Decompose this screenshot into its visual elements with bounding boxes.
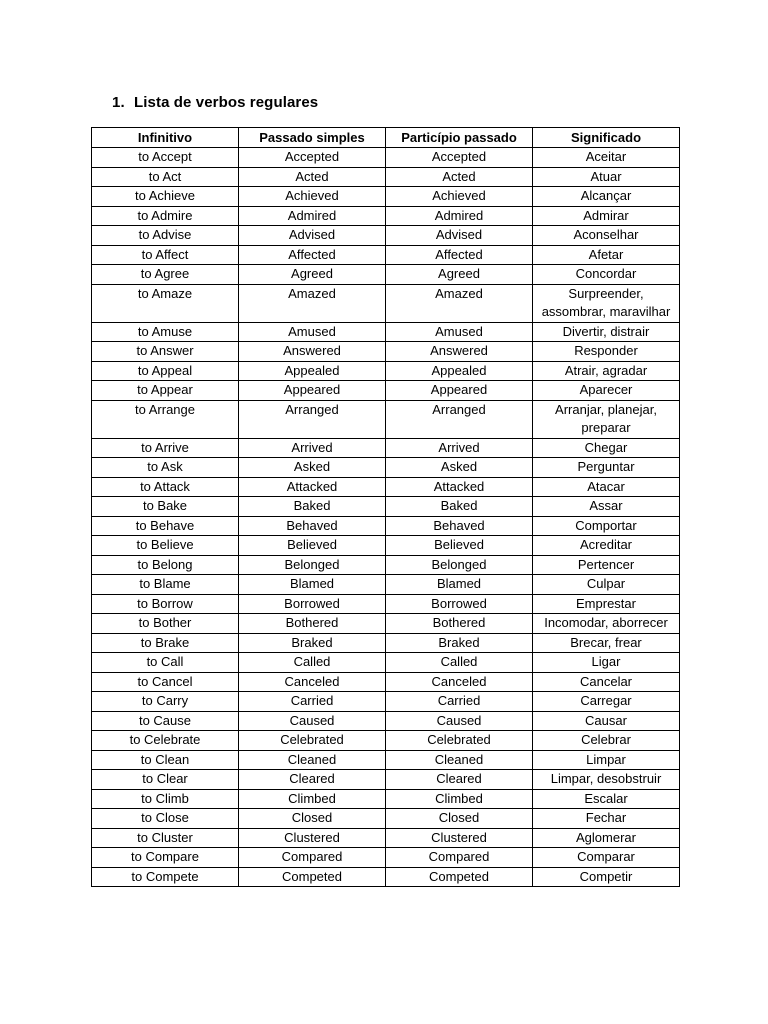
cell-passado-simples: Appeared [239, 381, 386, 401]
table-row [92, 555, 680, 575]
cell-significado: Brecar, frear [533, 633, 680, 653]
cell-significado: Surpreender, assombrar, maravilhar [533, 284, 680, 322]
cell-infinitivo: to Arrive [92, 438, 239, 458]
cell-passado-simples: Called [239, 653, 386, 673]
cell-infinitivo: to Arrange [92, 400, 239, 438]
cell-infinitivo: to Bake [92, 497, 239, 517]
cell-participio-passado: Cleared [386, 770, 533, 790]
cell-infinitivo: to Ask [92, 458, 239, 478]
cell-infinitivo: to Advise [92, 226, 239, 246]
cell-infinitivo: to Brake [92, 633, 239, 653]
table-row [92, 187, 680, 207]
verbs-table [91, 127, 680, 887]
cell-participio-passado: Arrived [386, 438, 533, 458]
cell-participio-passado: Appeared [386, 381, 533, 401]
cell-infinitivo: to Attack [92, 477, 239, 497]
cell-passado-simples: Competed [239, 867, 386, 887]
cell-passado-simples: Accepted [239, 148, 386, 168]
cell-infinitivo: to Climb [92, 789, 239, 809]
table-row [92, 265, 680, 285]
cell-infinitivo: to Affect [92, 245, 239, 265]
table-row [92, 477, 680, 497]
cell-significado: Cancelar [533, 672, 680, 692]
cell-significado: Admirar [533, 206, 680, 226]
cell-participio-passado: Cleaned [386, 750, 533, 770]
cell-participio-passado: Admired [386, 206, 533, 226]
cell-significado: Responder [533, 342, 680, 362]
cell-participio-passado: Affected [386, 245, 533, 265]
table-row [92, 284, 680, 322]
cell-passado-simples: Canceled [239, 672, 386, 692]
cell-passado-simples: Advised [239, 226, 386, 246]
cell-passado-simples: Braked [239, 633, 386, 653]
cell-participio-passado: Arranged [386, 400, 533, 438]
cell-passado-simples: Appealed [239, 361, 386, 381]
cell-infinitivo: to Appeal [92, 361, 239, 381]
table-row [92, 633, 680, 653]
cell-participio-passado: Belonged [386, 555, 533, 575]
cell-participio-passado: Amazed [386, 284, 533, 322]
cell-infinitivo: to Call [92, 653, 239, 673]
cell-passado-simples: Acted [239, 167, 386, 187]
section-number: 1. [112, 94, 125, 111]
cell-passado-simples: Blamed [239, 575, 386, 595]
cell-infinitivo: to Clear [92, 770, 239, 790]
cell-infinitivo: to Believe [92, 536, 239, 556]
table-row [92, 789, 680, 809]
cell-passado-simples: Arranged [239, 400, 386, 438]
cell-passado-simples: Achieved [239, 187, 386, 207]
table-body [92, 148, 680, 887]
cell-participio-passado: Closed [386, 809, 533, 829]
table-row [92, 692, 680, 712]
cell-participio-passado: Baked [386, 497, 533, 517]
table-row [92, 575, 680, 595]
cell-infinitivo: to Cluster [92, 828, 239, 848]
cell-significado: Aceitar [533, 148, 680, 168]
table-row [92, 148, 680, 168]
cell-infinitivo: to Blame [92, 575, 239, 595]
cell-infinitivo: to Amaze [92, 284, 239, 322]
header-infinitivo: Infinitivo [92, 128, 239, 148]
cell-infinitivo: to Bother [92, 614, 239, 634]
cell-infinitivo: to Close [92, 809, 239, 829]
table-row [92, 672, 680, 692]
cell-infinitivo: to Amuse [92, 322, 239, 342]
cell-significado: Limpar [533, 750, 680, 770]
cell-infinitivo: to Clean [92, 750, 239, 770]
table-row [92, 731, 680, 751]
cell-participio-passado: Clustered [386, 828, 533, 848]
cell-passado-simples: Cleaned [239, 750, 386, 770]
cell-significado: Perguntar [533, 458, 680, 478]
header-passado-simples: Passado simples [239, 128, 386, 148]
header-participio-passado: Particípio passado [386, 128, 533, 148]
table-row [92, 458, 680, 478]
cell-significado: Chegar [533, 438, 680, 458]
cell-infinitivo: to Appear [92, 381, 239, 401]
cell-significado: Fechar [533, 809, 680, 829]
cell-participio-passado: Advised [386, 226, 533, 246]
table-row [92, 867, 680, 887]
table-row [92, 381, 680, 401]
cell-infinitivo: to Accept [92, 148, 239, 168]
cell-passado-simples: Amused [239, 322, 386, 342]
cell-infinitivo: to Agree [92, 265, 239, 285]
cell-passado-simples: Attacked [239, 477, 386, 497]
cell-infinitivo: to Cause [92, 711, 239, 731]
cell-significado: Emprestar [533, 594, 680, 614]
cell-significado: Comportar [533, 516, 680, 536]
cell-passado-simples: Closed [239, 809, 386, 829]
table-row [92, 400, 680, 438]
cell-passado-simples: Belonged [239, 555, 386, 575]
cell-participio-passado: Accepted [386, 148, 533, 168]
cell-passado-simples: Admired [239, 206, 386, 226]
cell-passado-simples: Caused [239, 711, 386, 731]
cell-passado-simples: Agreed [239, 265, 386, 285]
table-row [92, 342, 680, 362]
cell-passado-simples: Bothered [239, 614, 386, 634]
cell-significado: Alcançar [533, 187, 680, 207]
table-row [92, 245, 680, 265]
cell-participio-passado: Answered [386, 342, 533, 362]
cell-infinitivo: to Belong [92, 555, 239, 575]
cell-infinitivo: to Act [92, 167, 239, 187]
cell-significado: Aparecer [533, 381, 680, 401]
cell-participio-passado: Blamed [386, 575, 533, 595]
cell-significado: Limpar, desobstruir [533, 770, 680, 790]
table-row [92, 809, 680, 829]
cell-passado-simples: Asked [239, 458, 386, 478]
cell-significado: Arranjar, planejar, preparar [533, 400, 680, 438]
section-heading [112, 94, 318, 111]
cell-significado: Ligar [533, 653, 680, 673]
cell-participio-passado: Carried [386, 692, 533, 712]
cell-participio-passado: Celebrated [386, 731, 533, 751]
cell-participio-passado: Compared [386, 848, 533, 868]
cell-significado: Atrair, agradar [533, 361, 680, 381]
cell-infinitivo: to Compete [92, 867, 239, 887]
cell-participio-passado: Amused [386, 322, 533, 342]
cell-passado-simples: Believed [239, 536, 386, 556]
header-significado: Significado [533, 128, 680, 148]
table-row [92, 226, 680, 246]
table-row [92, 322, 680, 342]
cell-infinitivo: to Achieve [92, 187, 239, 207]
cell-passado-simples: Behaved [239, 516, 386, 536]
cell-passado-simples: Celebrated [239, 731, 386, 751]
cell-infinitivo: to Borrow [92, 594, 239, 614]
cell-significado: Concordar [533, 265, 680, 285]
cell-significado: Incomodar, aborrecer [533, 614, 680, 634]
cell-significado: Comparar [533, 848, 680, 868]
cell-passado-simples: Carried [239, 692, 386, 712]
cell-passado-simples: Baked [239, 497, 386, 517]
cell-participio-passado: Braked [386, 633, 533, 653]
cell-passado-simples: Climbed [239, 789, 386, 809]
cell-participio-passado: Called [386, 653, 533, 673]
cell-significado: Afetar [533, 245, 680, 265]
table-row [92, 770, 680, 790]
cell-infinitivo: to Cancel [92, 672, 239, 692]
cell-significado: Culpar [533, 575, 680, 595]
table-row [92, 828, 680, 848]
cell-passado-simples: Amazed [239, 284, 386, 322]
cell-passado-simples: Arrived [239, 438, 386, 458]
cell-infinitivo: to Compare [92, 848, 239, 868]
cell-passado-simples: Borrowed [239, 594, 386, 614]
cell-significado: Celebrar [533, 731, 680, 751]
cell-significado: Aglomerar [533, 828, 680, 848]
cell-participio-passado: Caused [386, 711, 533, 731]
cell-significado: Causar [533, 711, 680, 731]
cell-infinitivo: to Answer [92, 342, 239, 362]
cell-infinitivo: to Celebrate [92, 731, 239, 751]
table-row [92, 536, 680, 556]
cell-passado-simples: Compared [239, 848, 386, 868]
table-row [92, 594, 680, 614]
cell-infinitivo: to Admire [92, 206, 239, 226]
cell-significado: Atuar [533, 167, 680, 187]
cell-passado-simples: Answered [239, 342, 386, 362]
table-row [92, 711, 680, 731]
cell-participio-passado: Attacked [386, 477, 533, 497]
table-row [92, 653, 680, 673]
cell-participio-passado: Competed [386, 867, 533, 887]
cell-significado: Carregar [533, 692, 680, 712]
cell-participio-passado: Appealed [386, 361, 533, 381]
table-row [92, 361, 680, 381]
cell-participio-passado: Borrowed [386, 594, 533, 614]
cell-participio-passado: Climbed [386, 789, 533, 809]
table-row [92, 750, 680, 770]
table-row [92, 497, 680, 517]
table-row [92, 614, 680, 634]
cell-significado: Assar [533, 497, 680, 517]
cell-passado-simples: Cleared [239, 770, 386, 790]
cell-participio-passado: Achieved [386, 187, 533, 207]
cell-participio-passado: Acted [386, 167, 533, 187]
table-row [92, 206, 680, 226]
table-header-row [92, 128, 680, 148]
cell-participio-passado: Bothered [386, 614, 533, 634]
cell-participio-passado: Canceled [386, 672, 533, 692]
cell-participio-passado: Behaved [386, 516, 533, 536]
table-row [92, 167, 680, 187]
table-row [92, 438, 680, 458]
cell-significado: Pertencer [533, 555, 680, 575]
cell-infinitivo: to Carry [92, 692, 239, 712]
cell-participio-passado: Believed [386, 536, 533, 556]
cell-significado: Acreditar [533, 536, 680, 556]
cell-significado: Atacar [533, 477, 680, 497]
cell-significado: Escalar [533, 789, 680, 809]
table-row [92, 516, 680, 536]
cell-participio-passado: Agreed [386, 265, 533, 285]
cell-significado: Aconselhar [533, 226, 680, 246]
table-row [92, 848, 680, 868]
cell-passado-simples: Clustered [239, 828, 386, 848]
cell-passado-simples: Affected [239, 245, 386, 265]
cell-infinitivo: to Behave [92, 516, 239, 536]
cell-participio-passado: Asked [386, 458, 533, 478]
section-title: Lista de verbos regulares [134, 94, 319, 111]
cell-significado: Competir [533, 867, 680, 887]
cell-significado: Divertir, distrair [533, 322, 680, 342]
